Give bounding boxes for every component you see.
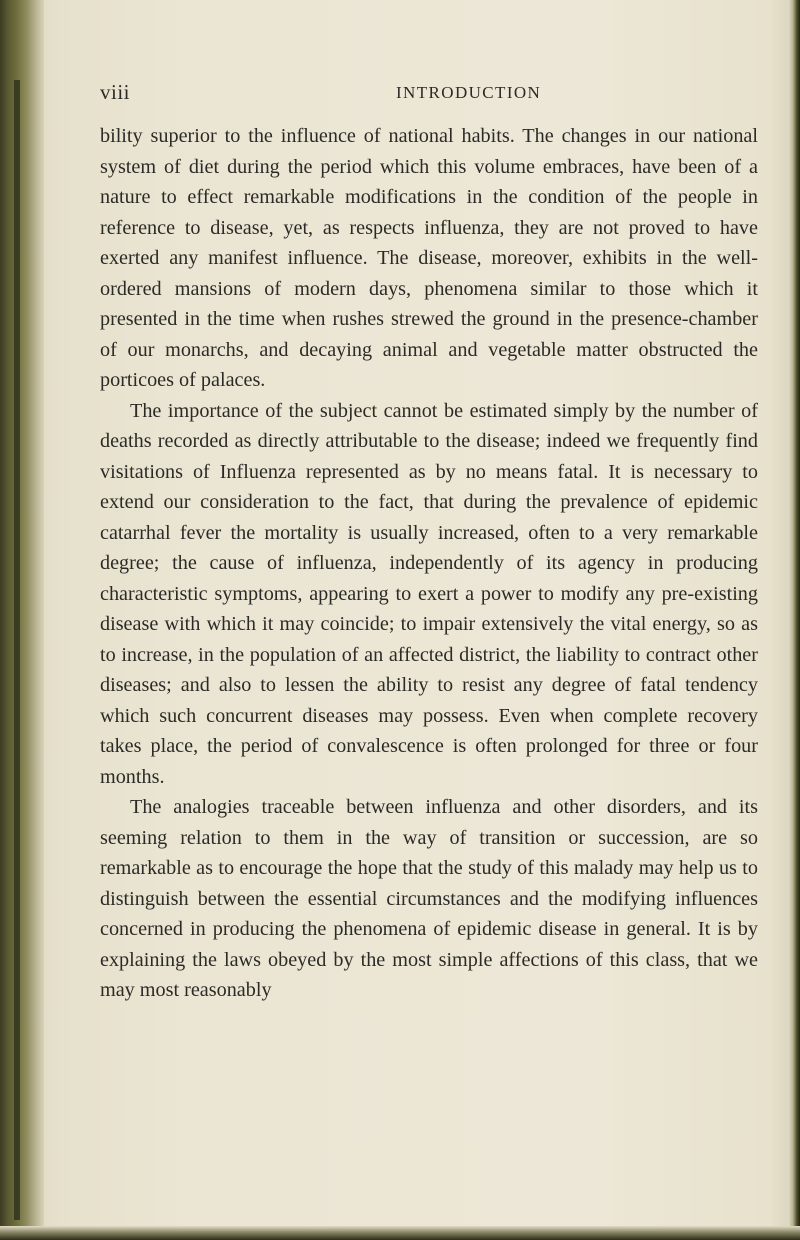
body-text xyxy=(100,121,758,1006)
book-binding-left xyxy=(0,0,44,1240)
paragraph-3: The analogies traceable between influenza and other disorders, and its seeming relation to them in the way of transition or succession, are so remarkable as to encourage the hope that the study of this malady may help us to distinguish between the essential circumstances and the modifying influences concerned in producing the phenomena of epidemic disease in general. It is by explaining the laws obeyed by the most simple affections of this class, that we may most reasonably xyxy=(100,796,758,1001)
page-header xyxy=(100,80,760,108)
running-head: INTRODUCTION xyxy=(396,83,542,102)
paragraph-2: The importance of the subject cannot be estimated simply by the number of deaths recorded as directly attributable to the disease; indeed we frequently find visitations of Influenza represented as by no means fatal. It is necessary to extend our consideration to the fact, that during the prevalence of epidemic catarrhal fever the mortality is usually increased, often to a very remarkable degree; the cause of influenza, independently of its agency in producing characteristic symptoms, appearing to exert a power to modify any pre-existing disease with which it may coincide; to impair extensively the vital energy, so as to increase, in the population of an affected district, the liability to contract other diseases; and also to lessen the ability to resist any degree of fatal tendency which such concurrent diseases may possess. Even when complete recovery takes place, the period of convalescence is often prolonged for three or four months. xyxy=(100,399,758,788)
paragraph-1: bility superior to the influence of national habits. The changes in our national system of diet during the period which this volume embraces, have been of a nature to effect remarkable modifications in the condition of the people in reference to disease, yet, as respects influenza, they are not proved to have exerted any manifest influence. The disease, moreover, exhibits in the well-ordered mansions of modern days, phenomena similar to those which it presented in the time when rushes strewed the ground in the presence-chamber of our monarchs, and decaying animal and vegetable matter obstructed the porticoes of palaces. xyxy=(100,125,758,391)
page-edge-right xyxy=(788,0,800,1240)
binding-shadow xyxy=(14,80,20,1220)
page-edge-bottom xyxy=(0,1226,800,1240)
page-number: viii xyxy=(100,80,131,104)
